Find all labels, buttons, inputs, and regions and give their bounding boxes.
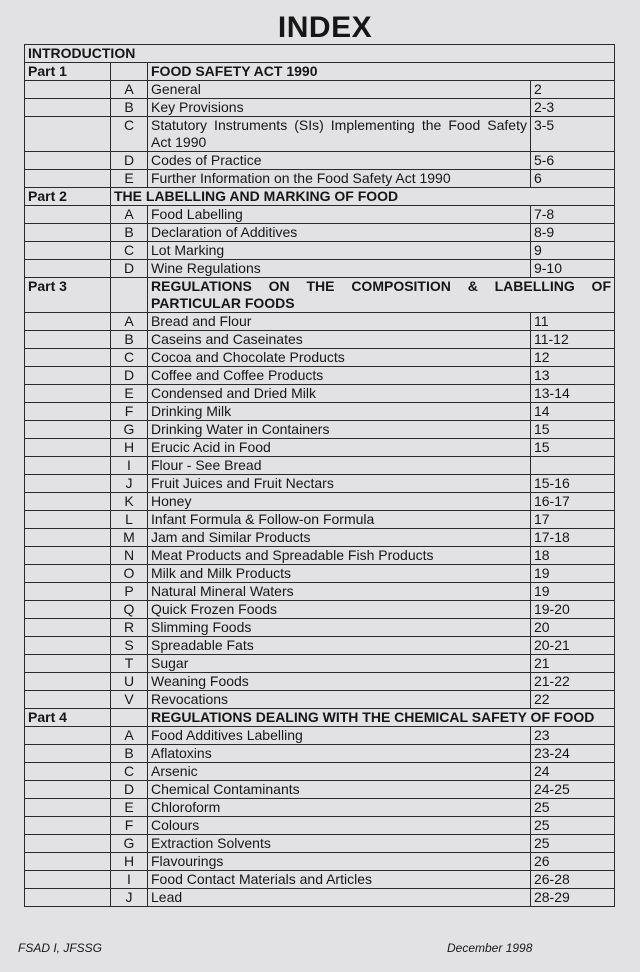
index-table-body xyxy=(25,45,615,907)
entry-pages: 14 xyxy=(530,403,614,421)
part-cell-blank xyxy=(25,871,111,889)
part-heading-row xyxy=(25,709,615,727)
entry-pages: 15 xyxy=(530,421,614,439)
index-entry-row xyxy=(25,637,615,655)
entry-letter: E xyxy=(111,385,148,403)
index-entry-row xyxy=(25,583,615,601)
entry-letter: F xyxy=(111,817,148,835)
index-entry-row xyxy=(25,601,615,619)
entry-pages: 12 xyxy=(530,349,614,367)
index-entry-row xyxy=(25,763,615,781)
part-cell-blank xyxy=(25,81,111,99)
index-entry-row xyxy=(25,170,615,188)
index-entry-row xyxy=(25,853,615,871)
entry-letter: O xyxy=(111,565,148,583)
index-entry-row xyxy=(25,242,615,260)
part-cell-blank xyxy=(25,889,111,907)
entry-letter: A xyxy=(111,727,148,745)
entry-pages: 17-18 xyxy=(530,529,614,547)
entry-title: Lot Marking xyxy=(148,242,531,260)
entry-title: Flour - See Bread xyxy=(148,457,531,475)
entry-pages: 22 xyxy=(530,691,614,709)
index-entry-row xyxy=(25,260,615,278)
entry-letter: H xyxy=(111,853,148,871)
entry-letter: G xyxy=(111,835,148,853)
index-entry-row xyxy=(25,349,615,367)
index-entry-row xyxy=(25,511,615,529)
part-cell-blank xyxy=(25,385,111,403)
entry-title: Arsenic xyxy=(148,763,531,781)
index-entry-row xyxy=(25,313,615,331)
entry-pages xyxy=(530,457,614,475)
entry-title: Weaning Foods xyxy=(148,673,531,691)
entry-title: Milk and Milk Products xyxy=(148,565,531,583)
index-entry-row xyxy=(25,529,615,547)
entry-letter: A xyxy=(111,206,148,224)
entry-pages: 19-20 xyxy=(530,601,614,619)
part-cell-blank xyxy=(25,170,111,188)
index-entry-row xyxy=(25,403,615,421)
entry-pages: 13 xyxy=(530,367,614,385)
entry-pages: 7-8 xyxy=(530,206,614,224)
entry-pages: 2-3 xyxy=(530,99,614,117)
part-cell-blank xyxy=(25,260,111,278)
entry-pages: 2 xyxy=(530,81,614,99)
entry-pages: 9-10 xyxy=(530,260,614,278)
entry-pages: 21 xyxy=(530,655,614,673)
part-cell-blank xyxy=(25,673,111,691)
part-cell-blank xyxy=(25,619,111,637)
entry-title: Wine Regulations xyxy=(148,260,531,278)
entry-letter: E xyxy=(111,170,148,188)
entry-title: Revocations xyxy=(148,691,531,709)
index-entry-row xyxy=(25,565,615,583)
entry-title: Food Labelling xyxy=(148,206,531,224)
index-entry-row xyxy=(25,81,615,99)
entry-pages: 21-22 xyxy=(530,673,614,691)
entry-title: Spreadable Fats xyxy=(148,637,531,655)
part-cell-blank xyxy=(25,206,111,224)
part-title: THE LABELLING AND MARKING OF FOOD xyxy=(111,188,615,206)
part-cell-blank xyxy=(25,817,111,835)
index-table xyxy=(24,44,615,907)
entry-pages: 6 xyxy=(530,170,614,188)
entry-pages: 20-21 xyxy=(530,637,614,655)
entry-title: Erucic Acid in Food xyxy=(148,439,531,457)
entry-title: Chloroform xyxy=(148,799,531,817)
entry-title: Statutory Instruments (SIs) Implementing the Food Safety Act 1990 xyxy=(148,117,531,152)
entry-pages: 11 xyxy=(530,313,614,331)
part-cell-blank xyxy=(25,457,111,475)
introduction-heading: INTRODUCTION xyxy=(25,45,615,63)
index-entry-row xyxy=(25,457,615,475)
part-heading-row xyxy=(25,188,615,206)
entry-letter: J xyxy=(111,475,148,493)
entry-pages: 28-29 xyxy=(530,889,614,907)
entry-title: Aflatoxins xyxy=(148,745,531,763)
index-entry-row xyxy=(25,331,615,349)
entry-letter: P xyxy=(111,583,148,601)
part-cell-blank xyxy=(25,421,111,439)
entry-letter: I xyxy=(111,871,148,889)
index-entry-row xyxy=(25,224,615,242)
entry-title: Slimming Foods xyxy=(148,619,531,637)
part-cell-blank xyxy=(25,367,111,385)
entry-title: Honey xyxy=(148,493,531,511)
index-entry-row xyxy=(25,727,615,745)
part-cell-blank xyxy=(25,853,111,871)
entry-letter: R xyxy=(111,619,148,637)
entry-title: Jam and Similar Products xyxy=(148,529,531,547)
entry-letter: J xyxy=(111,889,148,907)
page-title: INDEX xyxy=(277,11,373,44)
entry-letter: A xyxy=(111,313,148,331)
entry-letter: T xyxy=(111,655,148,673)
entry-title: Chemical Contaminants xyxy=(148,781,531,799)
entry-pages: 25 xyxy=(530,817,614,835)
index-entry-row xyxy=(25,799,615,817)
footer-department: FSAD I, JFSSG xyxy=(18,941,103,955)
entry-letter: C xyxy=(111,117,148,152)
entry-letter: G xyxy=(111,421,148,439)
entry-title: Drinking Milk xyxy=(148,403,531,421)
entry-title: Drinking Water in Containers xyxy=(148,421,531,439)
entry-letter: B xyxy=(111,331,148,349)
entry-pages: 17 xyxy=(530,511,614,529)
part-cell-blank xyxy=(25,331,111,349)
entry-pages: 25 xyxy=(530,835,614,853)
entry-letter: N xyxy=(111,547,148,565)
index-entry-row xyxy=(25,655,615,673)
part-cell-blank xyxy=(25,727,111,745)
part-cell-blank xyxy=(25,547,111,565)
index-entry-row xyxy=(25,817,615,835)
part-cell-blank xyxy=(25,349,111,367)
letter-cell-blank xyxy=(111,278,148,313)
index-entry-row xyxy=(25,781,615,799)
introduction-row xyxy=(25,45,615,63)
part-cell-blank xyxy=(25,99,111,117)
entry-letter: K xyxy=(111,493,148,511)
entry-title: General xyxy=(148,81,531,99)
entry-pages: 8-9 xyxy=(530,224,614,242)
entry-title: Natural Mineral Waters xyxy=(148,583,531,601)
index-entry-row xyxy=(25,889,615,907)
part-cell-blank xyxy=(25,403,111,421)
entry-pages: 18 xyxy=(530,547,614,565)
entry-title: Food Contact Materials and Articles xyxy=(148,871,531,889)
index-entry-row xyxy=(25,619,615,637)
part-cell-blank xyxy=(25,152,111,170)
entry-title: Lead xyxy=(148,889,531,907)
index-entry-row xyxy=(25,547,615,565)
entry-pages: 3-5 xyxy=(530,117,614,152)
entry-pages: 24-25 xyxy=(530,781,614,799)
entry-letter: A xyxy=(111,81,148,99)
part-cell-blank xyxy=(25,745,111,763)
part-cell-blank xyxy=(25,224,111,242)
index-entry-row xyxy=(25,745,615,763)
part-cell-blank xyxy=(25,655,111,673)
part-label: Part 2 xyxy=(25,188,111,206)
entry-letter: D xyxy=(111,260,148,278)
part-cell-blank xyxy=(25,475,111,493)
part-cell-blank xyxy=(25,565,111,583)
index-entry-row xyxy=(25,439,615,457)
index-entry-row xyxy=(25,421,615,439)
entry-letter: L xyxy=(111,511,148,529)
entry-title: Codes of Practice xyxy=(148,152,531,170)
letter-cell-blank xyxy=(111,63,148,81)
entry-title: Key Provisions xyxy=(148,99,531,117)
entry-letter: E xyxy=(111,799,148,817)
part-cell-blank xyxy=(25,781,111,799)
part-cell-blank xyxy=(25,763,111,781)
entry-title: Further Information on the Food Safety Act 1990 xyxy=(148,170,531,188)
entry-title: Flavourings xyxy=(148,853,531,871)
entry-pages: 19 xyxy=(530,583,614,601)
part-label: Part 4 xyxy=(25,709,111,727)
entry-letter: C xyxy=(111,763,148,781)
part-cell-blank xyxy=(25,117,111,152)
part-cell-blank xyxy=(25,601,111,619)
entry-pages: 15-16 xyxy=(530,475,614,493)
entry-letter: H xyxy=(111,439,148,457)
index-entry-row xyxy=(25,152,615,170)
index-entry-row xyxy=(25,99,615,117)
part-cell-blank xyxy=(25,439,111,457)
entry-pages: 20 xyxy=(530,619,614,637)
letter-cell-blank xyxy=(111,709,148,727)
entry-title: Infant Formula & Follow-on Formula xyxy=(148,511,531,529)
part-cell-blank xyxy=(25,799,111,817)
entry-letter: B xyxy=(111,745,148,763)
entry-letter: V xyxy=(111,691,148,709)
part-cell-blank xyxy=(25,835,111,853)
entry-letter: C xyxy=(111,242,148,260)
entry-title: Declaration of Additives xyxy=(148,224,531,242)
part-heading-row xyxy=(25,63,615,81)
entry-pages: 26 xyxy=(530,853,614,871)
entry-letter: B xyxy=(111,99,148,117)
part-cell-blank xyxy=(25,242,111,260)
index-entry-row xyxy=(25,206,615,224)
entry-pages: 11-12 xyxy=(530,331,614,349)
entry-title: Condensed and Dried Milk xyxy=(148,385,531,403)
entry-pages: 16-17 xyxy=(530,493,614,511)
index-entry-row xyxy=(25,835,615,853)
entry-letter: U xyxy=(111,673,148,691)
part-heading-row xyxy=(25,278,615,313)
index-entry-row xyxy=(25,871,615,889)
entry-letter: Q xyxy=(111,601,148,619)
entry-pages: 23 xyxy=(530,727,614,745)
entry-letter: C xyxy=(111,349,148,367)
part-cell-blank xyxy=(25,511,111,529)
entry-letter: S xyxy=(111,637,148,655)
part-label: Part 1 xyxy=(25,63,111,81)
entry-letter: D xyxy=(111,367,148,385)
entry-pages: 15 xyxy=(530,439,614,457)
index-entry-row xyxy=(25,475,615,493)
entry-title: Sugar xyxy=(148,655,531,673)
index-entry-row xyxy=(25,691,615,709)
index-entry-row xyxy=(25,367,615,385)
part-cell-blank xyxy=(25,529,111,547)
entry-title: Extraction Solvents xyxy=(148,835,531,853)
entry-letter: D xyxy=(111,781,148,799)
entry-title: Caseins and Caseinates xyxy=(148,331,531,349)
entry-letter: I xyxy=(111,457,148,475)
entry-title: Meat Products and Spreadable Fish Products xyxy=(148,547,531,565)
part-cell-blank xyxy=(25,583,111,601)
index-entry-row xyxy=(25,385,615,403)
entry-pages: 5-6 xyxy=(530,152,614,170)
entry-title: Cocoa and Chocolate Products xyxy=(148,349,531,367)
part-cell-blank xyxy=(25,691,111,709)
part-cell-blank xyxy=(25,313,111,331)
entry-pages: 19 xyxy=(530,565,614,583)
part-cell-blank xyxy=(25,637,111,655)
entry-letter: M xyxy=(111,529,148,547)
entry-pages: 13-14 xyxy=(530,385,614,403)
entry-title: Quick Frozen Foods xyxy=(148,601,531,619)
entry-pages: 23-24 xyxy=(530,745,614,763)
part-label: Part 3 xyxy=(25,278,111,313)
entry-pages: 9 xyxy=(530,242,614,260)
entry-pages: 24 xyxy=(530,763,614,781)
footer-date: December 1998 xyxy=(447,941,533,955)
index-entry-row xyxy=(25,673,615,691)
entry-title: Food Additives Labelling xyxy=(148,727,531,745)
entry-letter: F xyxy=(111,403,148,421)
entry-pages: 26-28 xyxy=(530,871,614,889)
entry-letter: D xyxy=(111,152,148,170)
part-title: FOOD SAFETY ACT 1990 xyxy=(148,63,615,81)
index-entry-row xyxy=(25,117,615,152)
entry-title: Coffee and Coffee Products xyxy=(148,367,531,385)
part-cell-blank xyxy=(25,493,111,511)
entry-pages: 25 xyxy=(530,799,614,817)
entry-title: Colours xyxy=(148,817,531,835)
entry-title: Bread and Flour xyxy=(148,313,531,331)
entry-title: Fruit Juices and Fruit Nectars xyxy=(148,475,531,493)
entry-letter: B xyxy=(111,224,148,242)
part-title: REGULATIONS DEALING WITH THE CHEMICAL SAFETY OF FOOD xyxy=(148,709,615,727)
index-entry-row xyxy=(25,493,615,511)
part-title: REGULATIONS ON THE COMPOSITION & LABELLING OF PARTICULAR FOODS xyxy=(148,278,615,313)
